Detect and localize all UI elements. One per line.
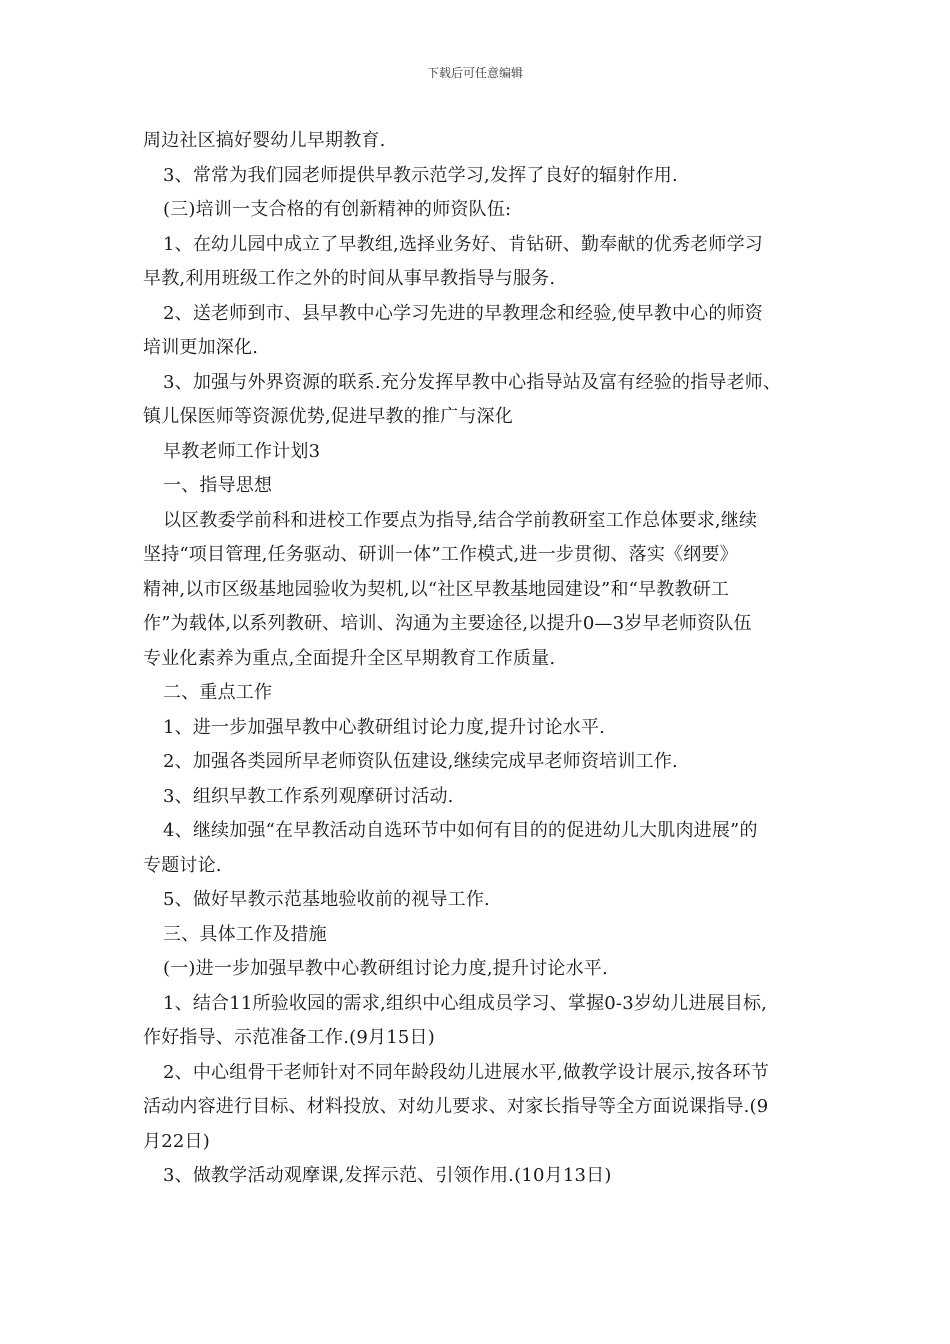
text-line: 4、继续加强“在早教活动自选环节中如何有目的的促进幼儿大肌肉进展”的 xyxy=(163,820,758,841)
text-line: 坚持“项目管理,任务驱动、研训一体”工作模式,进一步贯彻、落实《纲要》 xyxy=(143,544,738,565)
text-line: 二、重点工作 xyxy=(163,682,273,703)
text-line: 周边社区搞好婴幼儿早期教育. xyxy=(143,130,386,151)
text-line: 三、具体工作及措施 xyxy=(163,923,327,945)
text-line: 5、做好早教示范基地验收前的视导工作. xyxy=(163,889,490,910)
text-line: 2、加强各类园所早老师资队伍建设,继续完成早老师资培训工作. xyxy=(163,751,678,772)
text-line: 2、中心组骨干老师针对不同年龄段幼儿进展水平,做教学设计展示,按各环节 xyxy=(163,1061,769,1083)
text-line: (一)进一步加强早教中心教研组讨论力度,提升讨论水平. xyxy=(163,958,608,979)
text-line: 1、结合11所验收园的需求,组织中心组成员学习、掌握0-3岁幼儿进展目标, xyxy=(163,992,768,1014)
text-line: 2、送老师到市、县早教中心学习先进的早教理念和经验,使早教中心的师资 xyxy=(163,302,763,324)
page-header: 下载后可任意编辑 xyxy=(426,66,523,80)
text-line: 月22日) xyxy=(143,1130,210,1152)
text-line: 以区教委学前科和进校工作要点为指导,结合学前教研室工作总体要求,继续 xyxy=(163,509,758,531)
text-line: 3、组织早教工作系列观摩研讨活动. xyxy=(163,785,454,807)
text-line: 1、在幼儿园中成立了早教组,选择业务好、肯钻研、勤奉献的优秀老师学习 xyxy=(163,233,763,255)
text-line: 3、做教学活动观摩课,发挥示范、引领作用.(10月13日) xyxy=(163,1165,612,1186)
text-line: 早教,利用班级工作之外的时间从事早教指导与服务. xyxy=(143,268,556,289)
text-line: 一、指导思想 xyxy=(163,475,273,496)
text-line: 1、进一步加强早教中心教研组讨论力度,提升讨论水平. xyxy=(163,716,606,738)
text-line: 专题讨论. xyxy=(143,854,222,876)
text-line: 3、常常为我们园老师提供早教示范学习,发挥了良好的辐射作用. xyxy=(163,164,678,186)
text-line: 精神,以市区级基地园验收为契机,以“社区早教基地园建设”和“早教教研工 xyxy=(143,578,730,600)
text-line: 培训更加深化. xyxy=(143,337,259,358)
text-line: 早教老师工作计划3 xyxy=(163,440,321,462)
document-body xyxy=(143,124,823,1194)
text-line: 作”为载体,以系列教研、培训、沟通为主要途径,以提升0—3岁早老师资队伍 xyxy=(143,613,752,634)
text-line: 专业化素养为重点,全面提升全区早期教育工作质量. xyxy=(143,647,556,669)
text-line: 活动内容进行目标、材料投放、对幼儿要求、对家长指导等全方面说课指导.(9 xyxy=(143,1096,769,1117)
text-line: 镇儿保医师等资源优势,促进早教的推广与深化 xyxy=(143,406,513,427)
text-line: 作好指导、示范准备工作.(9月15日) xyxy=(143,1027,435,1048)
text-line: 3、加强与外界资源的联系.充分发挥早教中心指导站及富有经验的指导老师、 xyxy=(163,371,782,393)
text-line: (三)培训一支合格的有创新精神的师资队伍: xyxy=(163,199,512,220)
